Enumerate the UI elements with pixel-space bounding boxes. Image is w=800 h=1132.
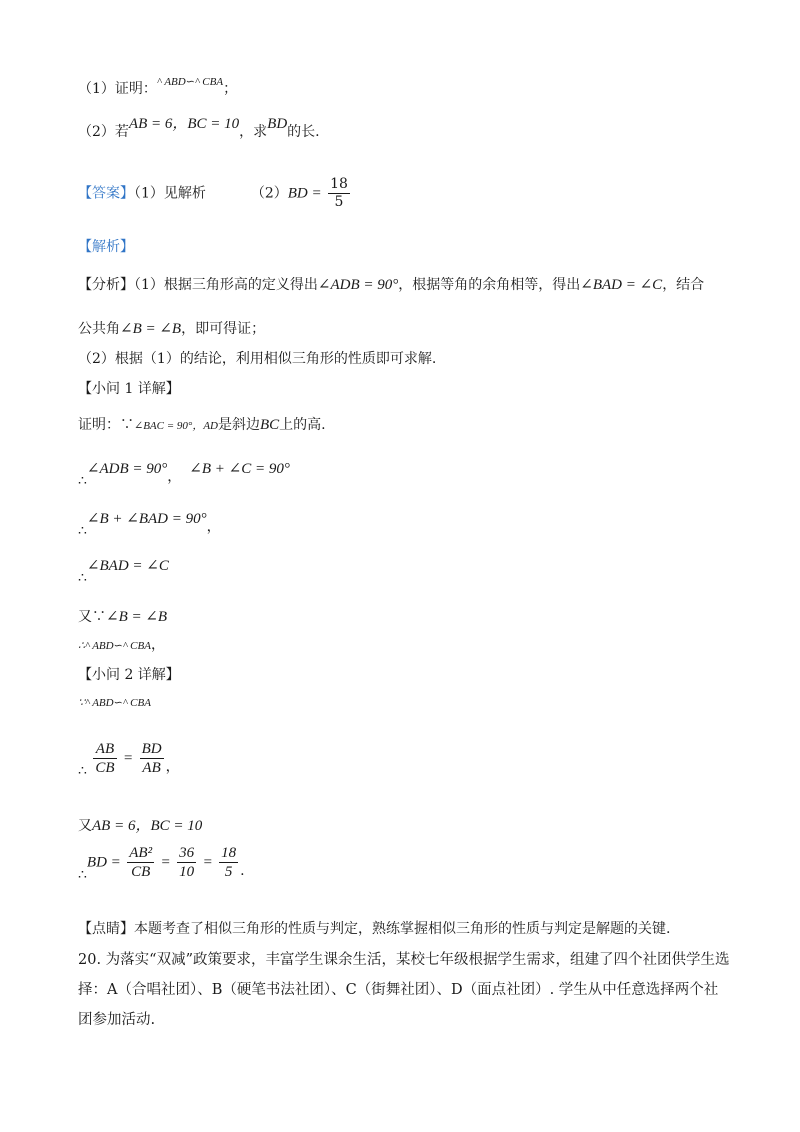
fraction-36-10: $\frac{36}{10}$ <box>179 845 195 880</box>
fraction-ab-cb: $\frac{AB}{CB}$ <box>95 741 115 776</box>
answer-line: 【答案】（1）见解析 （2）BD = $\frac{18}{5}$ <box>78 176 348 210</box>
analysis-line-2: 公共角∠B = ∠B，即可得证； <box>78 321 266 337</box>
sub1-step-6: ∴^ ABD∽^ CBA， <box>78 637 165 653</box>
analysis-line-1: 【分析】（1）根据三角形高的定义得出∠ADB = 90°，根据等角的余角相等，得出∠BAD = ∠C，结合 <box>78 277 705 293</box>
analysis-line-3: （2）根据（1）的结论，利用相似三角形的性质即可求解. <box>78 351 437 367</box>
question-part-1: （1）证明：$^{\^{} ABD∽\^{} CBA}$； <box>78 76 238 97</box>
sub2-title: 【小问 2 详解】 <box>78 667 180 683</box>
sub1-title: 【小问 1 详解】 <box>78 381 180 397</box>
sub1-step-2: ∴∠ADB = 90°， ∠B + ∠C = 90° <box>78 461 290 489</box>
fraction-ab2-cb: $\frac{\text{AB²}}{CB}$ <box>129 845 153 880</box>
sub2-step-1: ∵^ ABD∽^ CBA <box>78 697 151 709</box>
q20-line-1: 20. 为落实“双减”政策要求，丰富学生课余生活，某校七年级根据学生需求，组建了四个社团供学生选 <box>78 952 730 968</box>
sub2-step-2: ∴ $\frac{AB}{CB}$ = $\frac{BD}{AB}$ ， <box>78 741 180 779</box>
comment-line: 【点睛】本题考查了相似三角形的性质与判定，熟练掌握相似三角形的性质与判定是解题的关键. <box>78 921 671 937</box>
q20-line-2: 择：A（合唱社团）、B（硬笔书法社团）、C（街舞社团）、D（面点社团）. 学生从中任意选择两个社 <box>78 982 719 998</box>
sub1-step-5: 又∵∠B = ∠B <box>78 609 168 625</box>
analysis-label: 【解析】 <box>78 239 134 255</box>
q20-line-3: 团参加活动. <box>78 1012 156 1028</box>
answer-fraction: $\frac{18}{5}$ <box>330 176 348 210</box>
question-part-2: （2）若AB = 6，BC = 10，求BD的长. <box>78 116 320 140</box>
fraction-bd-ab: $\frac{BD}{AB}$ <box>141 741 162 776</box>
fraction-18-5: $\frac{18}{5}$ <box>221 845 237 880</box>
sub1-step-1: 证明：∵∠BAC = 90°，AD是斜边BC上的高. <box>78 417 326 433</box>
sub2-step-3: 又AB = 6，BC = 10 <box>78 818 203 834</box>
sub1-step-4: ∴∠BAD = ∠C <box>78 558 169 586</box>
sub1-step-3: ∴∠B + ∠BAD = 90°， <box>78 511 221 539</box>
sub2-step-4: ∴BD = $\frac{\text{AB²}}{CB}$ = $\frac{36}{10}$ = $\frac{18}{5}$ . <box>78 845 245 883</box>
answer-label: 【答案】 <box>78 185 134 202</box>
